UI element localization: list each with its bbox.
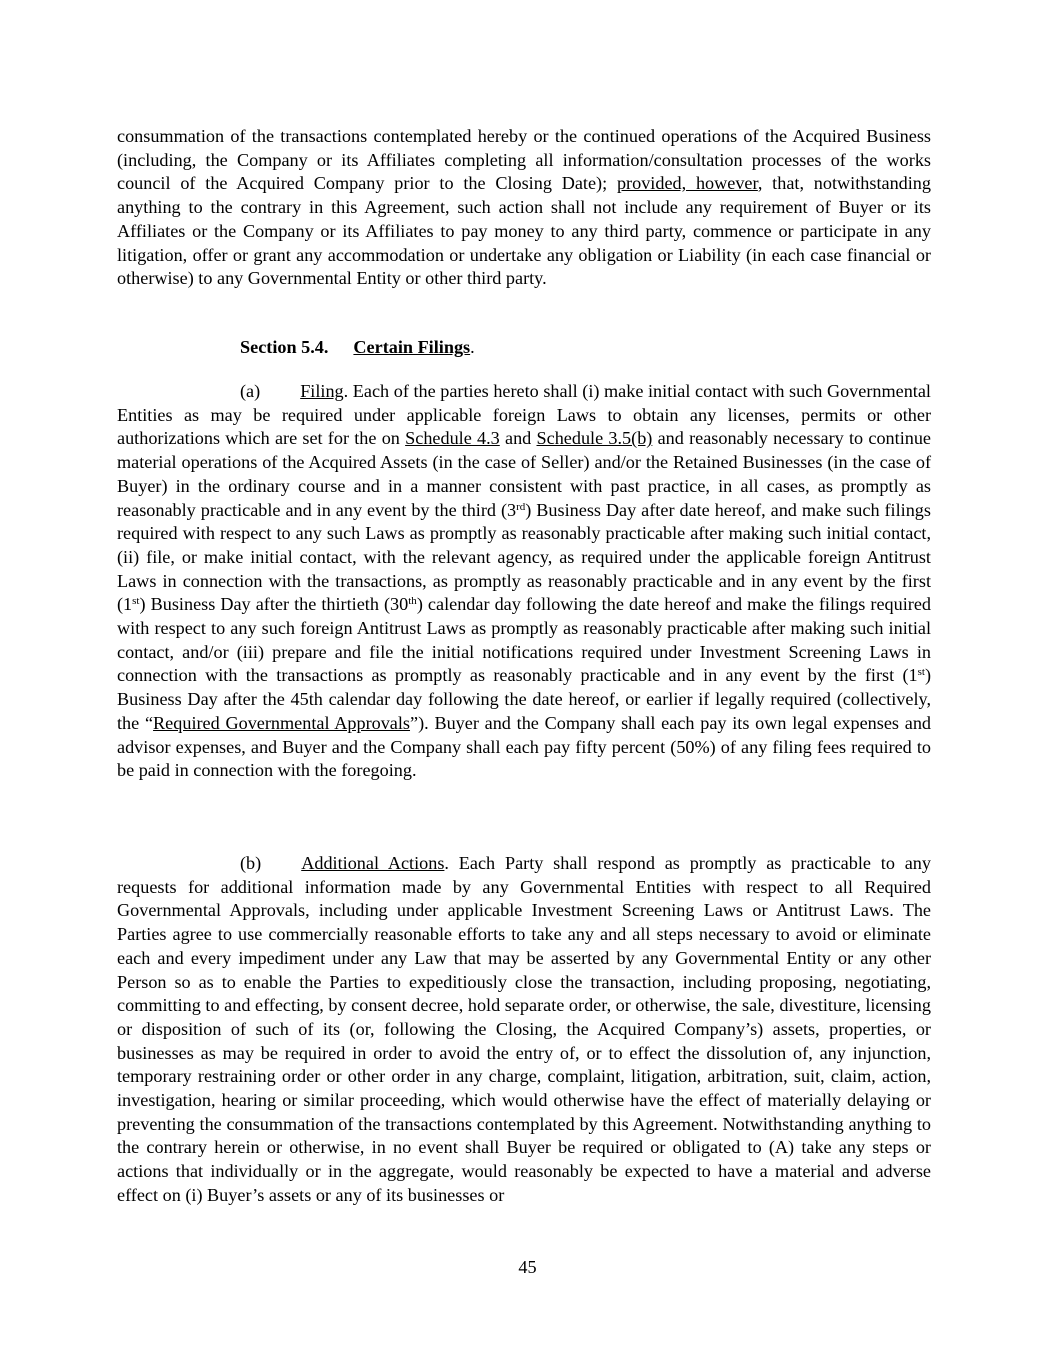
section-heading	[240, 336, 475, 360]
a-label: (a)	[240, 381, 261, 401]
a-title: Filing	[300, 381, 344, 401]
sup-st-1: st	[132, 595, 140, 608]
sup-th: th	[408, 595, 417, 608]
subsection-b	[117, 852, 931, 1208]
a-text-3: and reasonably necessary to continue material operations of the Acquired Assets (in the case of Seller) and/or the Retained Businesses (in the case of Buyer) in the ordinary course and in a manner consistent with past practice, in all cases, as promptly as reasonably practicable and in any event by the third (3	[117, 428, 932, 520]
required-governmental-approvals: Required Governmental Approvals	[153, 712, 411, 733]
p1-text: consummation of the transactions contemplated hereby or the continued operations of the Acquired Business (including, the Company or its Affiliates completing all information/consultation processes of the works council of the Acquired Company prior to the Closing Date);	[117, 126, 931, 194]
a-text-5: ) Business Day after the thirtieth (30	[139, 594, 409, 615]
page-number: 45	[518, 1257, 537, 1277]
a-text-7: ) Business Day after the 45th calendar day following the date hereof, or earlier if legally required (collectively, the “	[117, 665, 931, 733]
subsection-a	[117, 380, 931, 783]
schedule-4-3: Schedule 4.3	[405, 428, 500, 449]
section-title: Certain Filings	[353, 337, 471, 357]
sup-st-2: st	[917, 666, 925, 679]
a-text-8: ”). Buyer and the Company shall each pay its own legal expenses and advisor expenses, and Buyer and the Company shall each pay fifty percent (50%) of any filing fees required to be paid in connection with the foregoing.	[117, 712, 932, 781]
p1-rest: , that, notwithstanding anything to the contrary in this Agreement, such action shall not include any requirement of Buyer or its Affiliates or the Company or its Affiliates to pay money to any third party, commence or participate in any litigation, offer or grant any accommodation or undertake any obligation or Liability (in each case financial or otherwise) to any Governmental Entity or other third party.	[117, 173, 931, 289]
a-text-1: . Each of the parties hereto shall (i) make initial contact with such Governmental Entities as may be required under applicable foreign Laws to obtain any licenses, permits or other authorizations which are set for the on	[117, 381, 931, 449]
a-text-6: ) calendar day following the date hereof and make the filings required with respect to any such foreign Antitrust Laws as promptly as reasonably practicable after making such initial contact, and/or (iii) prepare and file the initial notifications required under Investment Screening Laws in connection with the transactions as promptly as reasonably practicable and in any event by the first (1	[117, 594, 931, 686]
a-text-2: and	[499, 428, 537, 449]
a-text-4: ) Business Day after date hereof, and make such filings required with respect to any such Laws as promptly as reasonably practicable after making such initial contact, (ii) file, or make initial contact, with the relevant agency, as required under the applicable foreign Antitrust Laws in connection with the transactions, as promptly as reasonably practicable and in any event by the first (1	[117, 499, 931, 615]
b-label: (b)	[240, 853, 262, 873]
section-number: Section 5.4.	[240, 337, 329, 357]
b-text-1: . Each Party shall respond as promptly as practicable to any requests for additional information made by any Governmental Entities with respect to all Required Governmental Approvals, including under applicable Investment Screening Laws or Antitrust Laws. The Parties agree to use commercially reasonable efforts to take any and all steps necessary to avoid or eliminate each and every impediment under any Law that may be asserted by any Governmental Entity or any other Person so as to enable the Parties to expeditiously close the transaction, including proposing, negotiating, committing to and effecting, by consent decree, hold separate order, or otherwise, the sale, divestiture, licensing or disposition of such of its (or, following the Closing, the Acquired Company’s) assets, properties, or businesses as may be required in order to avoid the entry of, or to effect the dissolution of, any injunction, temporary restraining order or other order in any charge, complaint, litigation, arbitration, suit, claim, action, investigation, hearing or similar proceeding, which would otherwise have the effect of materially delaying or preventing the consummation of the transactions contemplated by this Agreement. Notwithstanding anything to the contrary herein or otherwise, in no event shall Buyer be required or obligated to (A) take any steps or actions that individually or in the aggregate, would reasonably be expected to have a material and adverse effect on (i) Buyer’s assets or any of its businesses or	[117, 853, 931, 1205]
provided-however: provided, however	[616, 173, 758, 194]
b-title: Additional Actions	[301, 853, 445, 873]
schedule-3-5b: Schedule 3.5(b)	[536, 428, 653, 449]
section-period: .	[470, 337, 475, 357]
paragraph-continuation	[117, 125, 931, 291]
sup-rd: rd	[516, 500, 526, 513]
